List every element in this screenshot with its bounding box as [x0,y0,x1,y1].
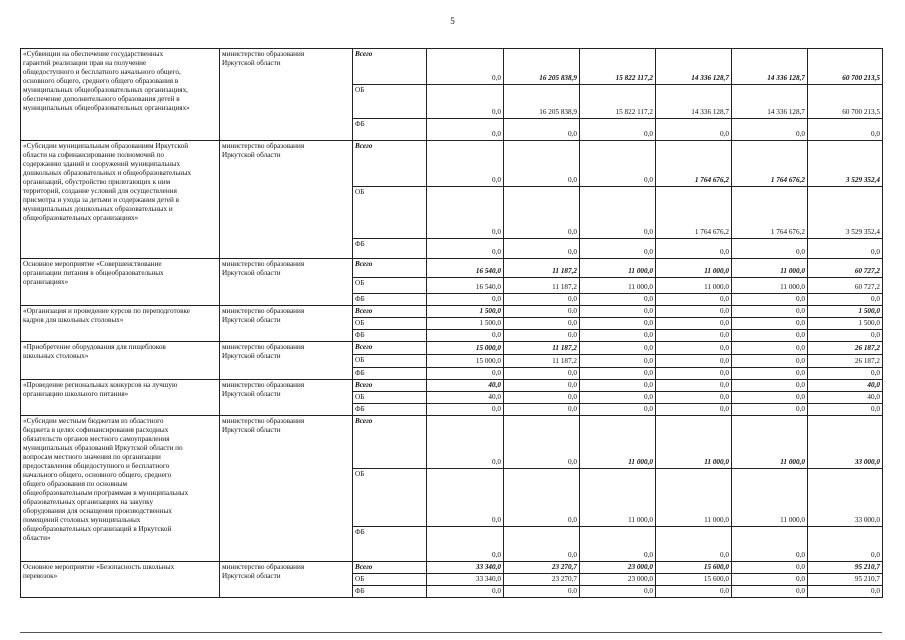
funding-source: ОБ [353,355,427,368]
amount-cell: 0,0 [808,119,883,141]
amount-cell: 0,0 [427,416,504,469]
amount-cell: 33 000,0 [808,469,883,527]
amount-cell: 0,0 [580,527,656,562]
amount-cell: 0,0 [656,306,732,318]
amount-cell: 0,0 [732,562,808,574]
amount-cell: 60 727,2 [808,278,883,294]
table-row [21,562,883,574]
amount-cell: 14 336 128,7 [732,49,808,85]
amount-cell: 0,0 [504,469,580,527]
amount-cell: 14 336 128,7 [656,49,732,85]
funding-source: Всего [353,49,427,85]
measure-name: «Организация и проведение курсов по переподготовке кадров для школьных столовых» [21,306,220,342]
amount-cell: 0,0 [732,380,808,392]
funding-source: Всего [353,342,427,355]
amount-cell: 1 500,0 [427,306,504,318]
amount-cell: 3 529 352,4 [808,141,883,187]
amount-cell: 0,0 [427,239,504,259]
amount-cell: 0,0 [504,380,580,392]
funding-source: ФБ [353,586,427,598]
amount-cell: 0,0 [427,330,504,342]
amount-cell: 40,0 [427,380,504,392]
amount-cell: 0,0 [656,330,732,342]
amount-cell: 0,0 [808,294,883,306]
table-row [21,49,883,85]
amount-cell: 0,0 [427,404,504,416]
amount-cell: 16 205 838,9 [504,85,580,119]
amount-cell: 0,0 [504,404,580,416]
measure-name: «Субсидии местным бюджетам из областного бюджета в целях софинансирования расходных обязательств органов местного самоуправления муниципальных образований Иркутской области по вопросам местного значения по организации предоставления общедоступного и бесплатного начального общего, основного общего, среднего общего образования по основным общеобразовательным программам в муниципальных образовательных организациях на закупку оборудования для оснащения производственных помещений столовых муниципальных общеобразовательных организаций в Иркутской области» [21,416,220,562]
amount-cell: 0,0 [427,187,504,239]
amount-cell: 11 000,0 [580,259,656,278]
amount-cell: 0,0 [732,239,808,259]
amount-cell: 0,0 [656,294,732,306]
funding-source: ОБ [353,278,427,294]
amount-cell: 0,0 [427,586,504,598]
budget-table [20,48,883,598]
amount-cell: 0,0 [504,119,580,141]
amount-cell: 11 000,0 [656,469,732,527]
amount-cell: 0,0 [580,368,656,380]
amount-cell: 3 529 352,4 [808,187,883,239]
amount-cell: 0,0 [427,141,504,187]
amount-cell: 15 600,0 [656,562,732,574]
amount-cell: 0,0 [580,404,656,416]
amount-cell: 0,0 [656,119,732,141]
amount-cell: 0,0 [580,586,656,598]
amount-cell: 33 000,0 [808,416,883,469]
amount-cell: 0,0 [504,586,580,598]
amount-cell: 40,0 [808,380,883,392]
amount-cell: 40,0 [427,392,504,404]
amount-cell: 0,0 [504,330,580,342]
table-row [21,380,883,392]
amount-cell: 15 000,0 [427,355,504,368]
amount-cell: 15 000,0 [427,342,504,355]
amount-cell: 0,0 [656,355,732,368]
amount-cell: 11 187,2 [504,355,580,368]
amount-cell: 23 270,7 [504,574,580,586]
amount-cell: 0,0 [427,85,504,119]
amount-cell: 95 210,7 [808,574,883,586]
responsible-executor: министерство образования Иркутской области [220,342,353,380]
responsible-executor: министерство образования Иркутской области [220,562,353,598]
amount-cell: 0,0 [504,294,580,306]
amount-cell: 33 340,0 [427,574,504,586]
amount-cell: 15 822 117,2 [580,49,656,85]
table-row [21,416,883,469]
amount-cell: 0,0 [504,141,580,187]
table-row [21,342,883,355]
amount-cell: 11 000,0 [732,469,808,527]
funding-source: ОБ [353,469,427,527]
amount-cell: 11 000,0 [732,416,808,469]
amount-cell: 11 187,2 [504,342,580,355]
amount-cell: 11 000,0 [732,259,808,278]
amount-cell: 0,0 [732,404,808,416]
amount-cell: 0,0 [580,318,656,330]
funding-source: Всего [353,306,427,318]
amount-cell: 0,0 [656,404,732,416]
amount-cell: 14 336 128,7 [732,85,808,119]
amount-cell: 0,0 [580,355,656,368]
amount-cell: 16 540,0 [427,278,504,294]
amount-cell: 0,0 [504,187,580,239]
amount-cell: 1 764 676,2 [732,141,808,187]
measure-name: «Субвенции на обеспечение государственных гарантий реализации прав на получение общедоступного и бесплатного начального общего, основного общего, среднего общего образования в муниципальных общеобразовательных организациях, обеспечение дополнительного образования детей в муниципальных общеобразовательных организациях» [21,49,220,141]
responsible-executor: министерство образования Иркутской области [220,259,353,306]
amount-cell: 0,0 [580,330,656,342]
amount-cell: 40,0 [808,392,883,404]
page-number: 5 [450,16,455,26]
funding-source: ФБ [353,294,427,306]
amount-cell: 0,0 [580,239,656,259]
amount-cell: 0,0 [732,574,808,586]
amount-cell: 0,0 [580,187,656,239]
amount-cell: 0,0 [732,306,808,318]
amount-cell: 15 600,0 [656,574,732,586]
measure-name: «Субсидии муниципальным образованиям Иркутской области на софинансирование полномочий по содержанию зданий и сооружений муниципальных дошкольных образовательных и общеобразовательных организаций, обустройство прилегающих к ним территорий, создание условий для осуществления присмотра и ухода за детьми и содержания детей в муниципальных дошкольных образовательных и общеобразовательных организациях» [21,141,220,259]
amount-cell: 11 187,2 [504,259,580,278]
amount-cell: 0,0 [656,368,732,380]
amount-cell: 11 000,0 [656,278,732,294]
responsible-executor: министерство образования Иркутской области [220,416,353,562]
responsible-executor: министерство образования Иркутской области [220,380,353,416]
page-bottom-rule [20,632,882,633]
funding-source: ФБ [353,330,427,342]
funding-source: ОБ [353,574,427,586]
table-row [21,259,883,278]
amount-cell: 11 000,0 [580,469,656,527]
amount-cell: 1 500,0 [427,318,504,330]
responsible-executor: министерство образования Иркутской области [220,306,353,342]
amount-cell: 0,0 [504,527,580,562]
amount-cell: 0,0 [808,404,883,416]
funding-source: Всего [353,416,427,469]
amount-cell: 0,0 [427,368,504,380]
amount-cell: 0,0 [580,294,656,306]
amount-cell: 1 764 676,2 [656,187,732,239]
amount-cell: 0,0 [732,318,808,330]
amount-cell: 0,0 [427,119,504,141]
amount-cell: 60 700 213,5 [808,49,883,85]
amount-cell: 11 000,0 [656,259,732,278]
amount-cell: 0,0 [808,368,883,380]
amount-cell: 0,0 [580,392,656,404]
amount-cell: 11 000,0 [732,278,808,294]
funding-source: ФБ [353,239,427,259]
amount-cell: 0,0 [732,355,808,368]
amount-cell: 0,0 [656,239,732,259]
amount-cell: 60 700 213,5 [808,85,883,119]
amount-cell: 0,0 [732,527,808,562]
amount-cell: 0,0 [732,586,808,598]
amount-cell: 60 727,2 [808,259,883,278]
amount-cell: 0,0 [504,416,580,469]
funding-source: ОБ [353,318,427,330]
amount-cell: 15 822 117,2 [580,85,656,119]
funding-source: ФБ [353,368,427,380]
funding-source: Всего [353,259,427,278]
amount-cell: 0,0 [808,330,883,342]
amount-cell: 0,0 [732,368,808,380]
amount-cell: 23 000,0 [580,574,656,586]
amount-cell: 23 270,7 [504,562,580,574]
amount-cell: 0,0 [504,368,580,380]
amount-cell: 0,0 [580,306,656,318]
measure-name: «Приобретение оборудования для пищеблоков школьных столовых» [21,342,220,380]
amount-cell: 16 540,0 [427,259,504,278]
amount-cell: 95 210,7 [808,562,883,574]
amount-cell: 1 764 676,2 [656,141,732,187]
amount-cell: 26 187,2 [808,355,883,368]
funding-source: ФБ [353,404,427,416]
amount-cell: 0,0 [656,527,732,562]
amount-cell: 0,0 [732,294,808,306]
amount-cell: 0,0 [656,380,732,392]
funding-source: Всего [353,562,427,574]
budget-table-body [21,49,883,598]
amount-cell: 33 340,0 [427,562,504,574]
funding-source: ОБ [353,85,427,119]
amount-cell: 11 000,0 [580,278,656,294]
responsible-executor: министерство образования Иркутской области [220,141,353,259]
amount-cell: 0,0 [732,342,808,355]
amount-cell: 26 187,2 [808,342,883,355]
funding-source: Всего [353,141,427,187]
amount-cell: 0,0 [427,49,504,85]
table-row [21,306,883,318]
amount-cell: 0,0 [808,586,883,598]
table-row [21,141,883,187]
amount-cell: 1 500,0 [808,318,883,330]
amount-cell: 1 500,0 [808,306,883,318]
funding-source: ОБ [353,187,427,239]
amount-cell: 0,0 [427,469,504,527]
amount-cell: 11 000,0 [656,416,732,469]
amount-cell: 1 764 676,2 [732,187,808,239]
amount-cell: 0,0 [580,141,656,187]
amount-cell: 0,0 [427,294,504,306]
measure-name: Основное мероприятие «Совершенствование организации питания в общеобразовательных организациях» [21,259,220,306]
amount-cell: 0,0 [504,239,580,259]
measure-name: Основное мероприятие «Безопасность школьных перевозок» [21,562,220,598]
amount-cell: 0,0 [808,527,883,562]
amount-cell: 0,0 [656,342,732,355]
amount-cell: 23 000,0 [580,562,656,574]
funding-source: ФБ [353,119,427,141]
amount-cell: 0,0 [656,392,732,404]
amount-cell: 0,0 [504,306,580,318]
amount-cell: 0,0 [580,119,656,141]
funding-source: Всего [353,380,427,392]
amount-cell: 0,0 [656,586,732,598]
amount-cell: 0,0 [732,330,808,342]
amount-cell: 0,0 [808,239,883,259]
amount-cell: 0,0 [504,392,580,404]
amount-cell: 16 205 838,9 [504,49,580,85]
funding-source: ОБ [353,392,427,404]
funding-source: ФБ [353,527,427,562]
amount-cell: 0,0 [580,342,656,355]
responsible-executor: министерство образования Иркутской области [220,49,353,141]
amount-cell: 0,0 [580,380,656,392]
amount-cell: 0,0 [427,527,504,562]
amount-cell: 0,0 [656,318,732,330]
amount-cell: 14 336 128,7 [656,85,732,119]
measure-name: «Проведение региональных конкурсов на лучшую организацию школьного питания» [21,380,220,416]
amount-cell: 0,0 [732,119,808,141]
amount-cell: 11 000,0 [580,416,656,469]
amount-cell: 0,0 [732,392,808,404]
amount-cell: 11 187,2 [504,278,580,294]
amount-cell: 0,0 [504,318,580,330]
